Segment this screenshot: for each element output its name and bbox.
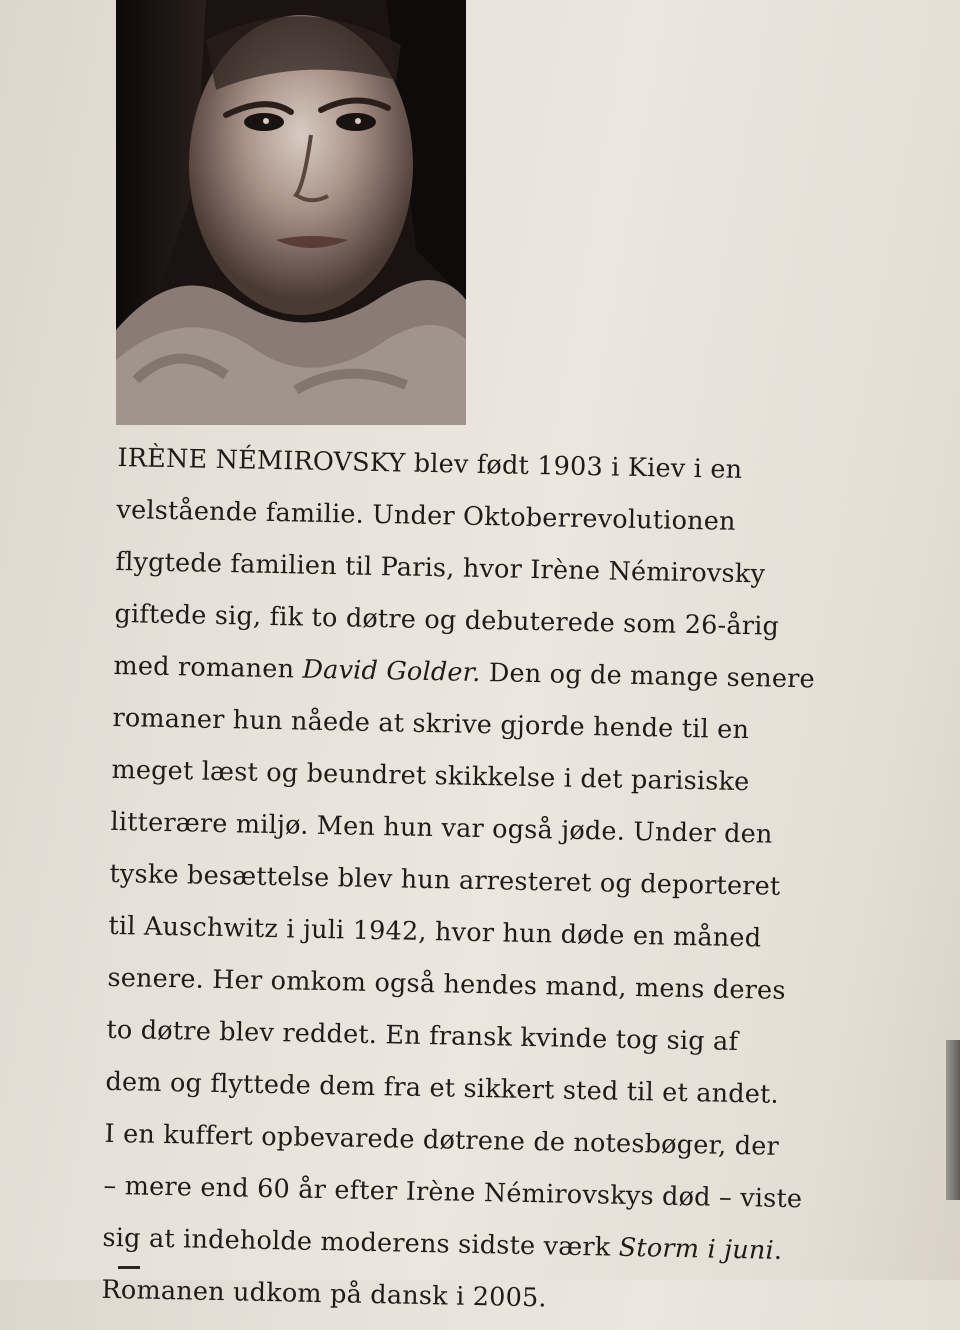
text-run: meget læst og beundret skikkelse i det parisiske (111, 754, 750, 798)
text-run: litterære miljø. Men hun var også jøde. Under den (110, 806, 773, 850)
text-run: – mere end 60 år efter Irène Némirovskys død – viste (103, 1170, 803, 1215)
portrait-photo (116, 0, 466, 425)
text-run: flygtede familien til Paris, hvor Irène Némirovsky (115, 546, 766, 590)
book-title-david-golder: David Golder. (302, 654, 481, 689)
text-run: velstående familie. Under Oktoberrevolutionen (116, 494, 736, 537)
text-run: romaner hun nåede at skrive gjorde hende til en (112, 702, 750, 746)
text-run: I en kuffert opbevarede døtrene de notesbøger, der (104, 1118, 780, 1162)
adjacent-page-edge (946, 1040, 960, 1200)
text-run: to døtre blev reddet. En fransk kvinde tog sig af (106, 1014, 739, 1058)
text-run: Romanen udkom på dansk i 2005. (101, 1274, 548, 1314)
text-run: til Auschwitz i juli 1942, hvor hun døde en måned (108, 910, 762, 954)
text-run: med romanen (113, 650, 303, 685)
text-run: sig at indeholde moderens sidste værk (102, 1222, 620, 1263)
book-title-storm-i-juni: Storm i juni (618, 1232, 775, 1266)
text-run: dem og flyttede dem fra et sikkert sted til et andet. (105, 1066, 780, 1110)
text-run: . (773, 1235, 783, 1266)
author-portrait (116, 0, 466, 425)
text-run: giftede sig, fik to døtre og debuterede som 26-årig (114, 598, 780, 642)
text-run: tyske besættelse blev hun arresteret og deporteret (109, 858, 781, 902)
text-run: Den og de mange senere (480, 658, 816, 695)
text-run: senere. Her omkom også hendes mand, mens deres (107, 962, 786, 1006)
text-run: IRÈNE NÉMIROVSKY blev født 1903 i Kiev i en (117, 442, 743, 485)
cut-off-text-mark (118, 1266, 140, 1269)
biography-text (101, 432, 858, 1330)
